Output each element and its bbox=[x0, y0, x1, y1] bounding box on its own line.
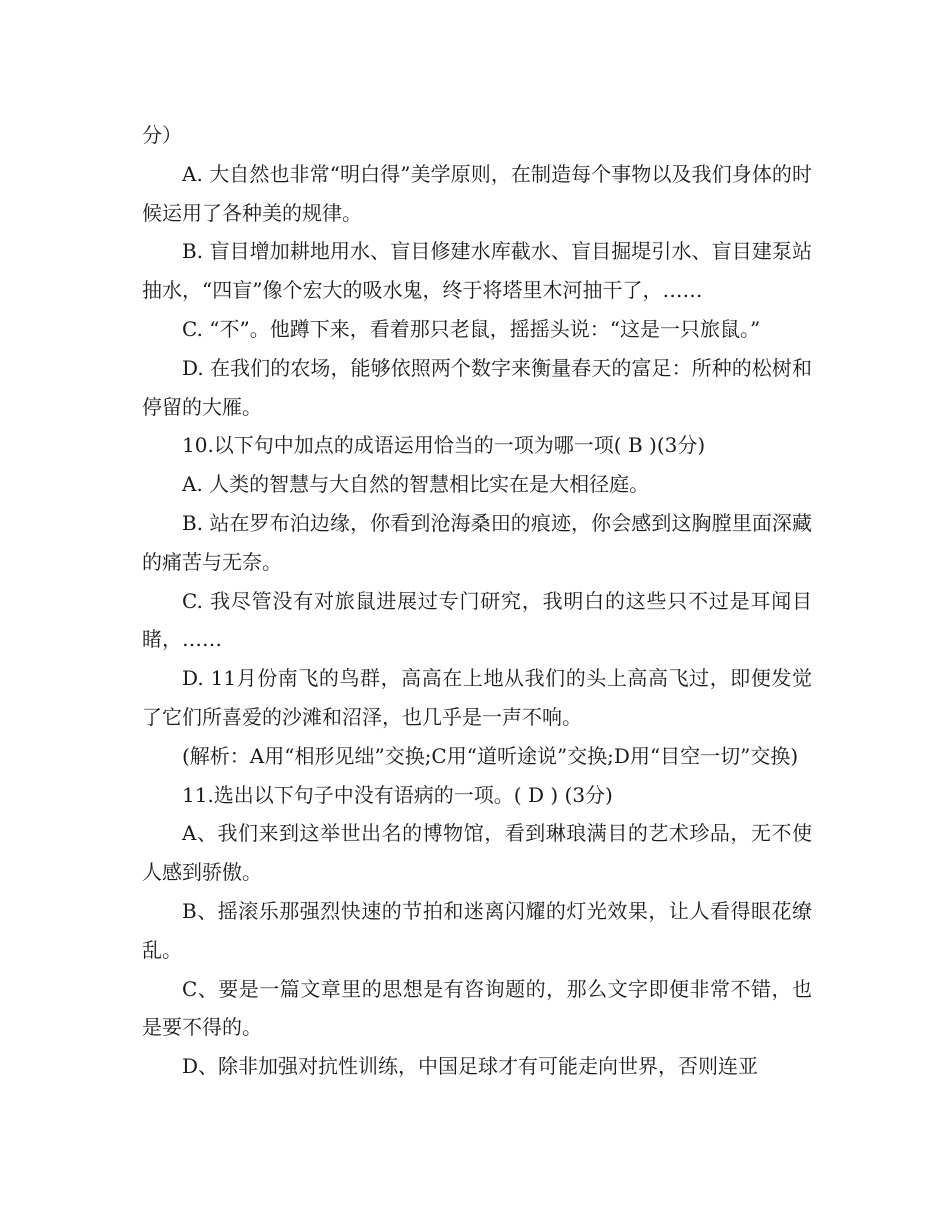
option-9c: C. “不”。他蹲下来，看着那只老鼠，摇摇头说：“这是一只旅鼠。” bbox=[182, 316, 761, 341]
explanation-10: (解析：A用“相形见绌”交换;C用“道听途说”交换;D用“目空一切”交换) bbox=[182, 743, 799, 768]
option-10a: A. 人类的智慧与大自然的智慧相比实在是大相径庭。 bbox=[182, 472, 650, 497]
option-10c: C. 我尽管没有对旅鼠进展过专门研究，我明白的这些只不过是耳闻目睹，…… bbox=[142, 588, 812, 652]
option-9b: B. 盲目增加耕地用水、盲目修建水库截水、盲目掘堤引水、盲目建泵站抽水，“四盲”像个宏大的吸水鬼，终于将塔里木河抽干了，…… bbox=[142, 239, 812, 303]
question-11: 11.选出以下句子中没有语病的一项。( D ) (3分) bbox=[182, 782, 613, 807]
option-11c: C、要是一篇文章里的思想是有咨询题的，那么文字即便非常不错，也是要不得的。 bbox=[142, 976, 812, 1040]
option-11a: A、我们来到这举世出名的博物馆，看到琳琅满目的艺术珍品，无不使人感到骄傲。 bbox=[142, 821, 812, 885]
option-11b: B、摇滚乐那强烈快速的节拍和迷离闪耀的灯光效果，让人看得眼花缭乱。 bbox=[142, 898, 812, 962]
option-9a: A. 大自然也非常“明白得”美学原则，在制造每个事物以及我们身体的时候运用了各种美的规律。 bbox=[142, 161, 812, 225]
question-10: 10.以下句中加点的成语运用恰当的一项为哪一项( B )(3分) bbox=[182, 433, 706, 458]
option-10b: B. 站在罗布泊边缘，你看到沧海桑田的痕迹，你会感到这胸膛里面深藏的痛苦与无奈。 bbox=[142, 510, 812, 574]
option-11d: D、除非加强对抗性训练，中国足球才有可能走向世界，否则连亚 bbox=[182, 1054, 759, 1079]
document-body bbox=[142, 116, 812, 1086]
option-9d: D. 在我们的农场，能够依照两个数字来衡量春天的富足：所种的松树和停留的大雁。 bbox=[142, 355, 812, 419]
paragraph-continuation: 分） bbox=[142, 123, 182, 147]
option-10d: D. 11月份南飞的鸟群，高高在上地从我们的头上高高飞过，即便发觉了它们所喜爱的沙滩和沼泽，也几乎是一声不响。 bbox=[142, 666, 812, 729]
